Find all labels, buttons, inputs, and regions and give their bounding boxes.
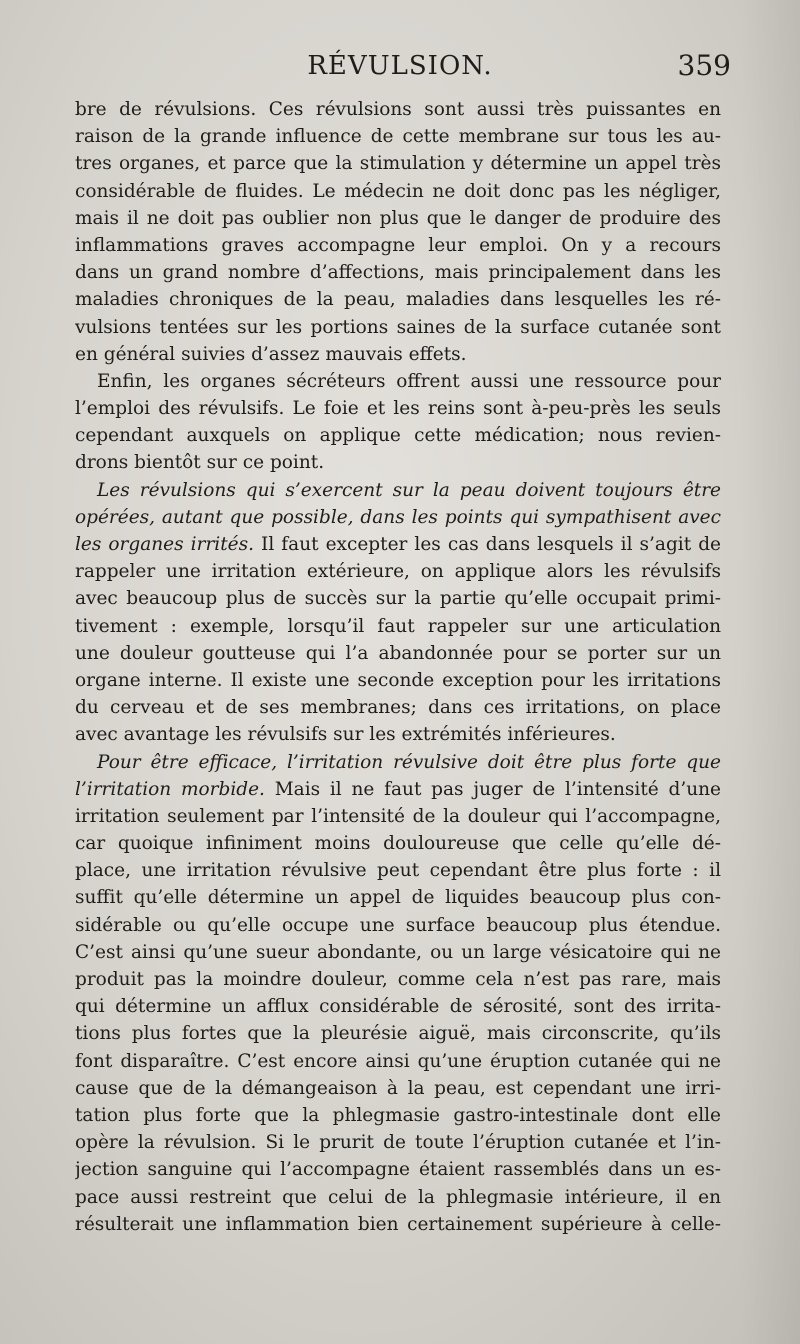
text-line: pace aussi restreint que celui de la phlegmasie intérieure, il en (75, 1186, 721, 1208)
text-line: en général suivies d’assez mauvais effets. (75, 343, 467, 365)
roman-text: Il faut excepter les cas dans lesquels il s’agit de (253, 534, 721, 555)
text-line: une douleur goutteuse qui l’a abandonnée pour se porter sur un (75, 642, 721, 664)
text-line: tres organes, et parce que la stimulation y détermine un appel très (75, 153, 721, 175)
text-line: avec beaucoup plus de succès sur la partie qu’elle occupait primi- (75, 588, 721, 610)
text-line: avec avantage les révulsifs sur les extrémités inférieures. (75, 724, 616, 746)
text-line: jection sanguine qui l’accompagne étaient rassemblés dans un es- (75, 1159, 721, 1181)
text-line: qui détermine un afflux considérable de sérosité, sont des irrita- (75, 996, 721, 1018)
running-head (75, 48, 731, 88)
text-line: du cerveau et de ses membranes; dans ces irritations, on place (75, 697, 721, 719)
text-line: produit pas la moindre douleur, comme cela n’est pas rare, mais (75, 969, 721, 990)
text-line: bre de révulsions. Ces révulsions sont aussi très puissantes en (75, 99, 721, 120)
page-number: 359 (677, 49, 731, 82)
text-line: font disparaître. C’est encore ainsi qu’une éruption cutanée qui ne (75, 1050, 721, 1072)
text-line: sidérable ou qu’elle occupe une surface beaucoup plus étendue. (75, 914, 721, 936)
text-line: inflammations graves accompagne leur emploi. On y a recours (75, 234, 721, 256)
text-line: tivement : exemple, lorsqu’il faut rappeler sur une articulation (75, 615, 721, 637)
text-line: Enfin, les organes sécréteurs offrent aussi une ressource pour (97, 370, 721, 392)
text-line: car quoique infiniment moins douloureuse que celle qu’elle dé- (75, 833, 721, 855)
text-line: raison de la grande influence de cette membrane sur tous les au- (75, 126, 721, 148)
italic-text: l’irritation morbide. (75, 778, 265, 800)
text-line: cause que de la démangeaison à la peau, est cependant une irri- (75, 1077, 721, 1099)
text-line: cependant auxquels on applique cette médication; nous revien- (75, 425, 721, 447)
text-line: l’emploi des révulsifs. Le foie et les reins sont à-peu-près les seuls (75, 398, 721, 420)
text-line: dans un grand nombre d’affections, mais principalement dans les (75, 262, 721, 284)
body-text (75, 96, 721, 1238)
italic-text: les organes irrités. (75, 534, 254, 555)
text-line: drons bientôt sur ce point. (75, 452, 325, 474)
text-line: irritation seulement par l’intensité de la douleur qui l’accompagne, (75, 805, 721, 827)
text-line: opère la révulsion. Si le prurit de toute l’éruption cutanée et l’in- (75, 1132, 721, 1154)
text-line: organe interne. Il existe une seconde exception pour les irritations (75, 669, 721, 691)
text-line: place, une irritation révulsive peut cependant être plus forte : il (75, 860, 721, 882)
text-line: mais il ne doit pas oublier non plus que le danger de produire des (75, 207, 721, 229)
text-line: résulterait une inflammation bien certainement supérieure à celle- (75, 1213, 721, 1235)
text-line: tions plus fortes que la pleurésie aiguë, mais circonscrite, qu’ils (75, 1023, 721, 1045)
text-line: considérable de fluides. Le médecin ne doit donc pas les négliger, (75, 180, 721, 202)
text-line: Les révulsions qui s’exercent sur la peau doivent toujours être (97, 479, 721, 501)
text-line (75, 776, 721, 803)
roman-text: Mais il ne faut pas juger de l’intensité d’une (264, 778, 721, 800)
text-line: opérées, autant que possible, dans les points qui sympathisent avec (75, 506, 721, 528)
text-line: tation plus forte que la phlegmasie gastro-intestinale dont elle (75, 1104, 721, 1126)
text-line (75, 531, 721, 558)
text-line: suffit qu’elle détermine un appel de liquides beaucoup plus con- (75, 887, 721, 909)
text-line: maladies chroniques de la peau, maladies dans lesquelles les ré- (75, 289, 721, 311)
text-line: C’est ainsi qu’une sueur abondante, ou un large vésicatoire qui ne (75, 941, 721, 963)
text-line: Pour être efficace, l’irritation révulsive doit être plus forte que (97, 751, 721, 773)
text-line: vulsions tentées sur les portions saines de la surface cutanée sont (75, 316, 721, 338)
running-title: RÉVULSION. (307, 51, 493, 81)
text-line: rappeler une irritation extérieure, on applique alors les révulsifs (75, 561, 721, 583)
